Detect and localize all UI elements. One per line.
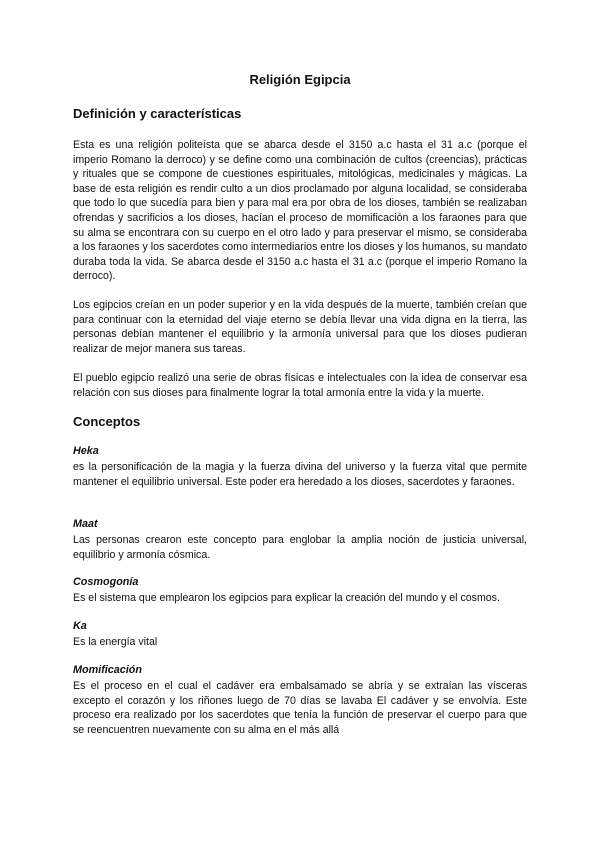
definition-cosmogonia: Es el sistema que emplearon los egipcios para explicar la creación del mundo y el cosmos.	[73, 592, 500, 604]
term-cosmogonia: Cosmogonía	[73, 576, 139, 588]
term-momificacion: Momificación	[73, 664, 142, 676]
term-ka: Ka	[73, 620, 87, 632]
definition-maat: Las personas crearon este concepto para englobar la amplia noción de justicia universal, equilibrio y armonía cósmica.	[73, 534, 527, 561]
section-heading-conceptos: Conceptos	[73, 414, 141, 429]
definition-ka: Es la energía vital	[73, 636, 158, 648]
definition-momificacion: Es el proceso en el cual el cadáver era embalsamado se abría y se extraían las vísceras excepto el corazón y los riñones luego de 70 días se lavaba El cadáver y se envolvía. Este proceso era realizado por los sacerdotes que tenía la función de preservar el cuerpo para que se reencuentren nuevamente con su alma en el más allá	[73, 680, 527, 736]
paragraph: El pueblo egipcio realizó una serie de obras físicas e intelectuales con la idea de conservar esa relación con sus dioses para finalmente lograr la total armonía entre la vida y la muerte.	[73, 372, 527, 399]
term-maat: Maat	[73, 518, 98, 530]
paragraph: Los egipcios creían en un poder superior y en la vida después de la muerte, también creían que para continuar con la eternidad del viaje eterno se debía llevar una vida digna en la tierra, las personas debían mantener el equilibrio y la armonía universal para que los dioses pudieran realizar de mejor manera sus tareas.	[73, 299, 527, 355]
paragraph: Esta es una religión politeísta que se abarca desde el 3150 a.c hasta el 31 a.c (porque el imperio Romano la derroco) y se define como una combinación de cultos (creencias), prácticas y rituales que se compone de cuestiones espirituales, mitológicas, medicinales y mágicas. La base de esta religión es rendir culto a un dios proclamado por alguna localidad, se consideraba que todo lo que sucedía para bien y para mal era por obra de los dioses, también se realizaban ofrendas y sacrificios a los dioses, hacían el proceso de momificación a los faraones para que su alma se encontrara con su cuerpo en el otro lado y para preservar el mismo, se consideraba a los faraones y los sacerdotes como intermediarios entre los dioses y los humanos, su mandato duraba toda la vida. Se abarca desde el 3150 a.c hasta el 31 a.c (porque el imperio Romano la derroco).	[73, 139, 527, 283]
term-heka: Heka	[73, 445, 99, 457]
document-title: Religión Egipcia	[249, 72, 351, 87]
definition-heka: es la personificación de la magia y la fuerza divina del universo y la fuerza vital que permite mantener el equilibrio universal. Este poder era heredado a los dioses, sacerdotes y faraones.	[73, 461, 527, 488]
section-heading-definicion: Definición y características	[73, 106, 242, 121]
